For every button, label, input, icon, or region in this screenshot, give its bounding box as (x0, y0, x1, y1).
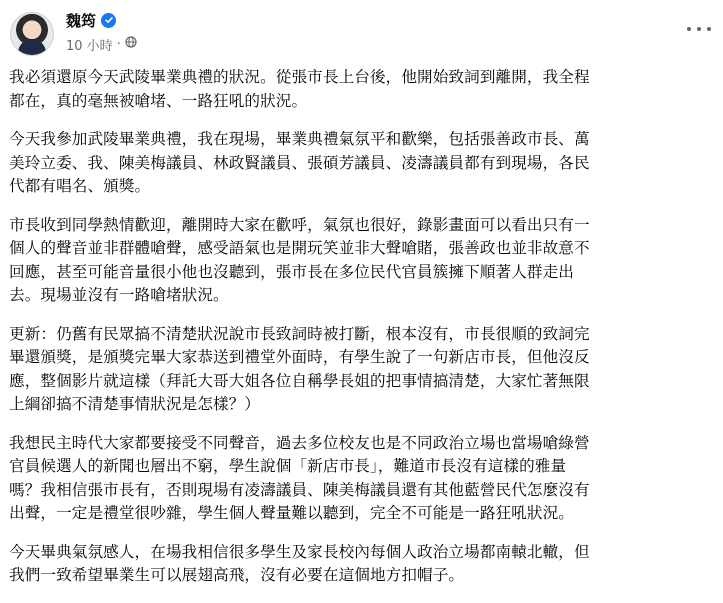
post-paragraph: 今天畢典氣氛感人，在場我相信很多學生及家長校內每個人政治立場都南轅北轍，但 我們一致希望畢業生可以展翅高飛，沒有必要在這個地方扣帽子。 (9, 542, 590, 584)
post-time[interactable]: 10 小時 (66, 38, 113, 54)
author-row (66, 9, 116, 31)
more-dot (687, 27, 691, 31)
more-options-icon[interactable] (687, 20, 711, 38)
meta-separator: · (116, 36, 121, 52)
post-meta (66, 35, 137, 53)
more-dot (697, 27, 701, 31)
post-body (9, 66, 711, 603)
post-paragraph: 今天我參加武陵畢業典禮，我在現場，畢業典禮氣氛平和歡樂，包括張善政市長、萬 美玲立委、我、陳美梅議員、林政賢議員、張碩芳議員、凌濤議員都有到現場，各民 代都有唱名、頒獎。 (9, 130, 590, 195)
post-paragraph: 我想民主時代大家都要接受不同聲音，過去多位校友也是不同政治立場也當場嗆綠營 官員候選人的新聞也層出不窮，學生說個「新店市長」，難道市長沒有這樣的雅量 嗎？我相信張市長有，否則現場有凌濤議員、陳美梅議員還有其他藍營民代怎麼沒有 出聲，一定是禮堂很吵雜，學生個人聲量難以聽到，完全不可能是一路狂吼狀況。 (9, 433, 590, 522)
post-paragraph: 更新：仍舊有民眾搞不清楚狀況說市長致詞時被打斷，根本沒有，市長很順的致詞完 畢還頒獎，是頒獎完畢大家恭送到禮堂外面時，有學生說了一句新店市長，但他沒反 應，整個影片就這樣（拜託大哥大姐各位自稱學長姐的把事情搞清楚，大家忙著無限 上綱卻搞不清楚事情狀況是怎樣？） (9, 324, 590, 413)
post-paragraph: 市長收到同學熱情歡迎，離開時大家在歡呼，氣氛也很好，錄影畫面可以看出只有一 個人的聲音並非群體嗆聲，感受語氣也是開玩笑並非大聲嗆賭，張善政也並非故意不 回應，甚至可能音量很小他也沒聽到，張市長在多位民代官員簇擁下順著人群走出 去。現場並沒有一路嗆堵狀況。 (9, 215, 590, 304)
author-name[interactable]: 魏筠 (66, 11, 97, 30)
globe-icon[interactable] (125, 36, 137, 52)
post-paragraph: 我必須還原今天武陵畢業典禮的狀況。從張市長上台後，他開始致詞到離開，我全程 都在，真的毫無被嗆堵、一路狂吼的狀況。 (9, 68, 590, 110)
more-dot (707, 27, 711, 31)
author-avatar[interactable] (10, 12, 54, 56)
post-header (0, 0, 723, 64)
verified-badge-icon (101, 13, 116, 28)
avatar-figure (18, 39, 46, 56)
